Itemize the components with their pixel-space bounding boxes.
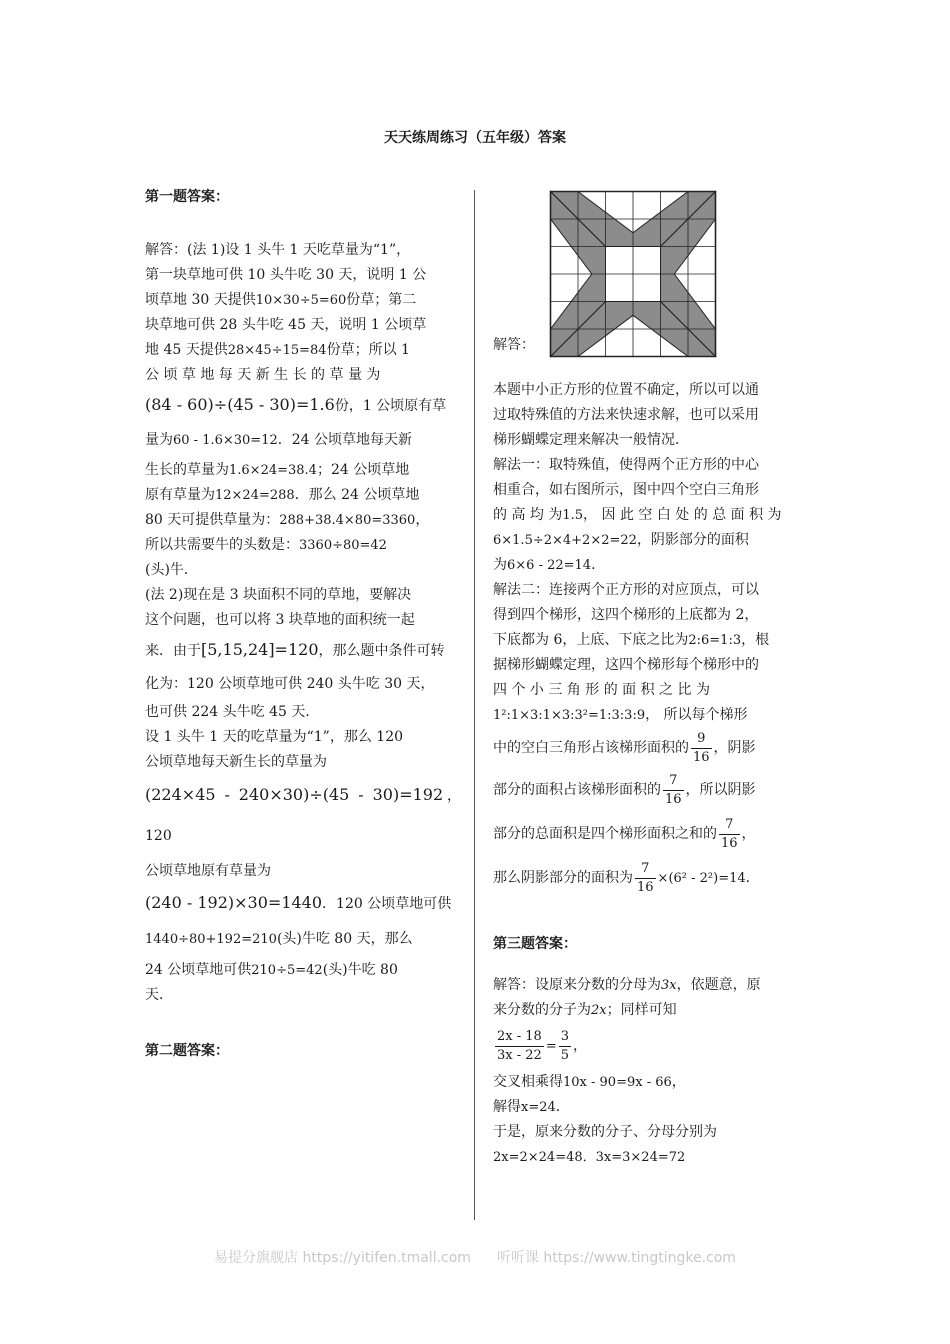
q1-line: 块草地可供 28 头牛吃 45 天，说明 1 公顷草 bbox=[145, 317, 427, 333]
q2-line: 四 个 小 三 角 形 的 面 积 之 比 为 bbox=[493, 682, 710, 698]
q1-line: 地 45 天提供28×45÷15=84份草；所以 1 bbox=[145, 342, 410, 358]
q1-line: 生长的草量为1.6×24=38.4；24 公顷草地 bbox=[145, 462, 410, 478]
q1-line: 所以共需要牛的头数是：3360÷80=42 bbox=[145, 537, 387, 553]
q1-line: 原有草量为12×24=288．那么 24 公顷草地 bbox=[145, 487, 420, 503]
q2-line: 下底都为 6，上底、下底之比为2:6=1:3，根 bbox=[493, 632, 770, 648]
fraction: $\frac{9}{16}$ bbox=[693, 730, 710, 765]
fraction: $\frac{2x - 18}{3x - 22}$ bbox=[497, 1028, 542, 1063]
q3-line: 解得x=24． bbox=[493, 1099, 570, 1115]
q3-line: 交叉相乘得10x - 90=9x - 66， bbox=[493, 1074, 686, 1090]
q2-line: 过取特殊值的方法来快速求解，也可以采用 bbox=[493, 407, 759, 423]
q1-line: 这个问题，也可以将 3 块草地的面积统一起 bbox=[145, 612, 415, 628]
q1-line: (84 - 60)÷(45 - 30)=1.6份，1 公顷原有草 bbox=[145, 395, 447, 414]
q2-line: 的 高 均 为1.5， 因 此 空 白 处 的 总 面 积 为 bbox=[493, 507, 782, 523]
q1-line: (法 2)现在是 3 块面积不同的草地，要解决 bbox=[145, 587, 412, 603]
q1-heading: 第一题答案： bbox=[145, 189, 229, 205]
q3-line: 2x=2×24=48．3x=3×24=72 bbox=[493, 1150, 686, 1165]
q1-line: 解答：(法 1)设 1 头牛 1 天吃草量为“1”， bbox=[145, 242, 411, 258]
q2-line: 解法二：连接两个正方形的对应顶点，可以 bbox=[493, 582, 759, 598]
q2-line: 部分的面积占该梯形面积的 $\frac{7}{16}$ ，所以阴影 bbox=[493, 772, 756, 807]
q3-heading: 第三题答案： bbox=[493, 936, 577, 952]
q1-line: 天． bbox=[145, 987, 173, 1003]
q2-line: 6×1.5÷2×4+2×2=22，阴影部分的面积 bbox=[493, 532, 749, 548]
q1-line: 1440÷80+192=210(头)牛吃 80 天，那么 bbox=[145, 931, 413, 947]
q2-line: 为6×6 - 22=14． bbox=[493, 557, 606, 573]
q2-heading: 第二题答案： bbox=[145, 1043, 229, 1059]
q2-line: 本题中小正方形的位置不确定，所以可以通 bbox=[493, 382, 759, 398]
q1-line: 80 天可提供草量为：288+38.4×80=3360， bbox=[145, 512, 430, 528]
q1-line: 24 公顷草地可供210÷5=42(头)牛吃 80 bbox=[145, 962, 398, 978]
footer-watermark bbox=[0, 1247, 950, 1267]
q2-answer-label: 解答： bbox=[493, 337, 535, 353]
q2-line: 中的空白三角形占该梯形面积的 $\frac{9}{16}$ ，阴影 bbox=[493, 730, 756, 765]
fraction: $\frac{3}{5}$ bbox=[560, 1028, 569, 1063]
q2-line: 据梯形蝴蝶定理，这四个梯形每个梯形中的 bbox=[493, 657, 759, 673]
q1-line: 第一块草地可供 10 头牛吃 30 天，说明 1 公 bbox=[145, 267, 427, 283]
q2-line: 那么阴影部分的面积为 $\frac{7}{16}$ ×(6² - 2²)=14． bbox=[493, 860, 760, 895]
q1-line: 化为：120 公顷草地可供 240 头牛吃 30 天， bbox=[145, 676, 435, 692]
q1-line: 也可供 224 头牛吃 45 天． bbox=[145, 704, 320, 720]
q2-line: 解法一：取特殊值，使得两个正方形的中心 bbox=[493, 457, 759, 473]
grid-figure bbox=[549, 190, 717, 358]
q1-line: 公顷草地原有草量为 bbox=[145, 863, 271, 879]
q2-line: 梯形蝴蝶定理来解决一般情况． bbox=[493, 432, 689, 448]
q1-line: 公 顷 草 地 每 天 新 生 长 的 草 量 为 bbox=[145, 367, 381, 383]
q3-line: 来分数的分子为2x；同样可知 bbox=[493, 1002, 677, 1018]
q1-line: 设 1 头牛 1 天的吃草量为“1”，那么 120 bbox=[145, 729, 404, 745]
q3-line: 解答：设原来分数的分母为3x，依题意，原 bbox=[493, 977, 761, 993]
q3-line: $\frac{2x - 18}{3x - 22}$ = $\frac{3}{5}$ ， bbox=[497, 1028, 587, 1063]
fraction: $\frac{7}{16}$ bbox=[665, 772, 682, 807]
column-divider bbox=[474, 190, 475, 1220]
q1-line: 量为60 - 1.6×30=12．24 公顷草地每天新 bbox=[145, 432, 413, 448]
q1-line: (240 - 192)×30=1440．120 公顷草地可供 bbox=[145, 893, 452, 912]
fraction: $\frac{7}{16}$ bbox=[637, 860, 654, 895]
q2-line: 1²:1×3:1×3:3²=1:3:3:9， 所以每个梯形 bbox=[493, 707, 748, 723]
q2-line: 部分的总面积是四个梯形面积之和的 $\frac{7}{16}$ ， bbox=[493, 816, 756, 851]
fraction: $\frac{7}{16}$ bbox=[721, 816, 738, 851]
q2-line: 相重合，如右图所示，图中四个空白三角形 bbox=[493, 482, 759, 498]
page-title: 天天练周练习（五年级）答案 bbox=[384, 130, 566, 146]
q1-line: (头)牛． bbox=[145, 562, 198, 578]
q3-line: 于是，原来分数的分子、分母分别为 bbox=[493, 1124, 717, 1140]
q1-line: (224×45 - 240×30)÷(45 - 30)=192，120 bbox=[145, 785, 461, 844]
q1-line: 顷草地 30 天提供10×30÷5=60份草；第二 bbox=[145, 292, 417, 308]
footer-shop: 易提分旗舰店 https://yitifen.tmall.com bbox=[214, 1250, 471, 1266]
footer-site: 听听课 https://www.tingtingke.com bbox=[496, 1250, 736, 1266]
q1-line: 来．由于[5,15,24]=120，那么题中条件可转 bbox=[145, 640, 445, 659]
left-column bbox=[145, 186, 461, 1060]
q2-line: 得到四个梯形，这四个梯形的上底都为 2， bbox=[493, 607, 759, 623]
right-column bbox=[493, 190, 811, 1170]
q2-diagram-row bbox=[493, 190, 811, 358]
q1-line: 公顷草地每天新生长的草量为 bbox=[145, 754, 327, 770]
